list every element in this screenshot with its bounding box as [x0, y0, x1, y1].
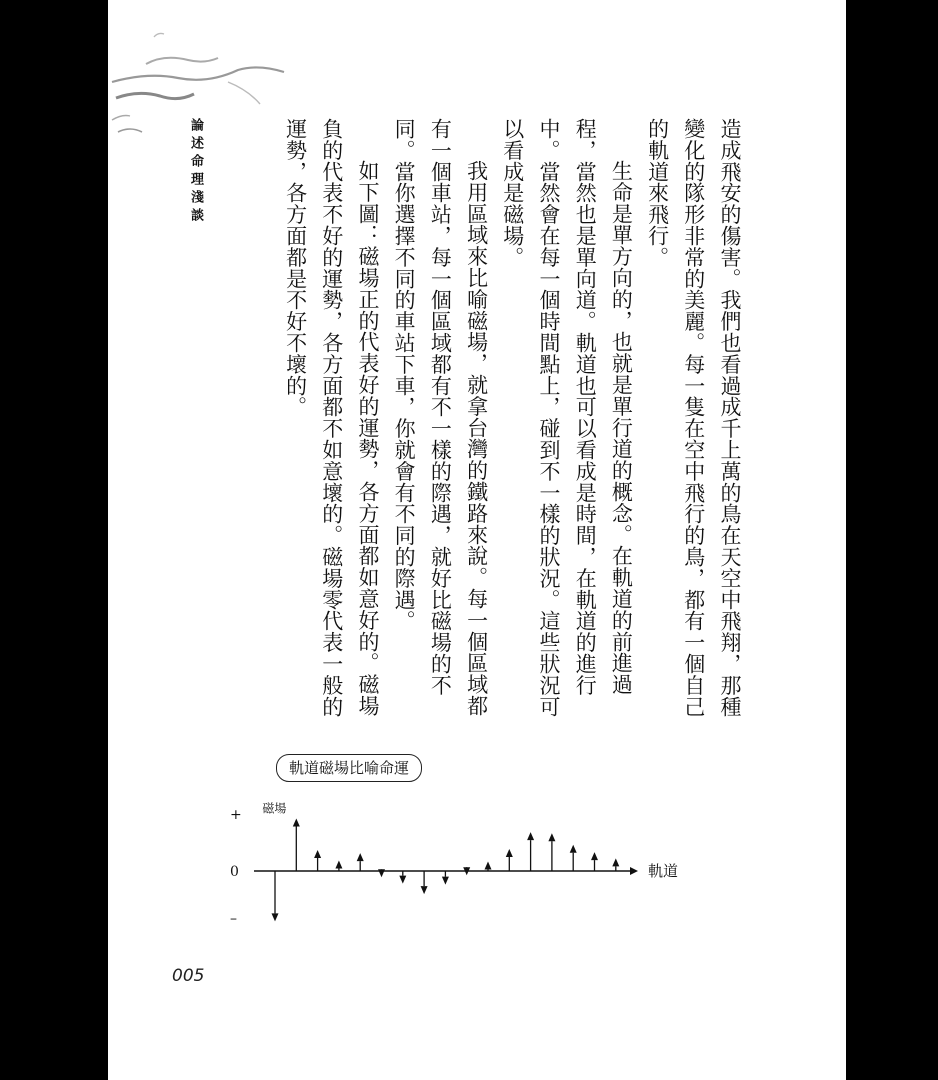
x-axis-label: 軌道	[648, 862, 679, 880]
chart-bar	[612, 858, 619, 871]
y-tick-label: +	[230, 807, 242, 823]
chart-bar	[421, 871, 428, 894]
chart-bar	[335, 861, 342, 872]
bar-arrowhead	[570, 845, 577, 853]
bar-arrowhead	[378, 869, 385, 877]
bar-arrowhead	[485, 862, 492, 870]
x-axis-arrow	[630, 867, 638, 875]
paragraph: 生命是單方向的，也就是單行道的概念。在軌道的前進過程，當然也是單向道。軌道也可以看成是時間，在軌道的進行中。當然會在每一個時間點上，碰到不一樣的狀況。這些狀況可以看成是磁場。	[500, 118, 634, 718]
chart-bar	[357, 853, 364, 871]
running-header: 論述命理淺談	[188, 118, 203, 226]
chart-bar	[272, 871, 279, 921]
chart-bar	[442, 871, 449, 885]
bar-arrowhead	[335, 861, 342, 869]
chart-bar	[378, 869, 385, 877]
bar-arrowhead	[548, 833, 555, 841]
chart-bar	[506, 849, 513, 871]
bar-arrowhead	[527, 832, 534, 840]
figure-caption: 軌道磁場比喻命運	[276, 754, 422, 782]
bar-arrowhead	[357, 853, 364, 861]
bar-arrowhead	[442, 877, 449, 885]
bar-arrowhead	[293, 819, 300, 827]
y-tick-label: 0	[230, 864, 239, 880]
bar-arrowhead	[506, 849, 513, 857]
bar-arrowhead	[591, 852, 598, 860]
body-text	[258, 118, 748, 718]
bar-arrowhead	[272, 913, 279, 921]
bar-arrowhead	[612, 858, 619, 866]
bar-arrowhead	[399, 876, 406, 884]
magnetic-field-chart	[230, 780, 748, 940]
bar-arrowhead	[421, 886, 428, 894]
chart-bar	[570, 845, 577, 871]
chart-bar	[314, 850, 321, 871]
paragraph: 如下圖：磁場正的代表好的運勢，各方面都如意好的。磁場負的代表不好的運勢，各方面都不如意壞的。磁場零代表一般的運勢，各方面都是不好不壞的。	[283, 118, 380, 718]
book-page	[108, 0, 846, 1080]
page-number: 005	[172, 966, 205, 986]
chart-bar	[548, 833, 555, 871]
chart-bar	[399, 871, 406, 884]
paragraph: 造成飛安的傷害。我們也看過成千上萬的鳥在天空中飛翔，那種變化的隊形非常的美麗。每一隻在空中飛行的鳥，都有一個自己的軌道來飛行。	[645, 118, 742, 718]
paragraph: 我用區域來比喻磁場，就拿台灣的鐵路來說。每一個區域都有一個車站，每一個區域都有不一樣的際遇，就好比磁場的不同。當你選擇不同的車站下車，你就會有不同的際遇。	[392, 118, 489, 717]
bar-arrowhead	[314, 850, 321, 858]
chart-bar	[485, 862, 492, 871]
chart-bar	[293, 819, 300, 872]
y-axis-label: 磁場	[262, 801, 287, 816]
chart-bar	[527, 832, 534, 871]
chart-bar	[591, 852, 598, 871]
y-tick-label: –	[230, 911, 237, 927]
